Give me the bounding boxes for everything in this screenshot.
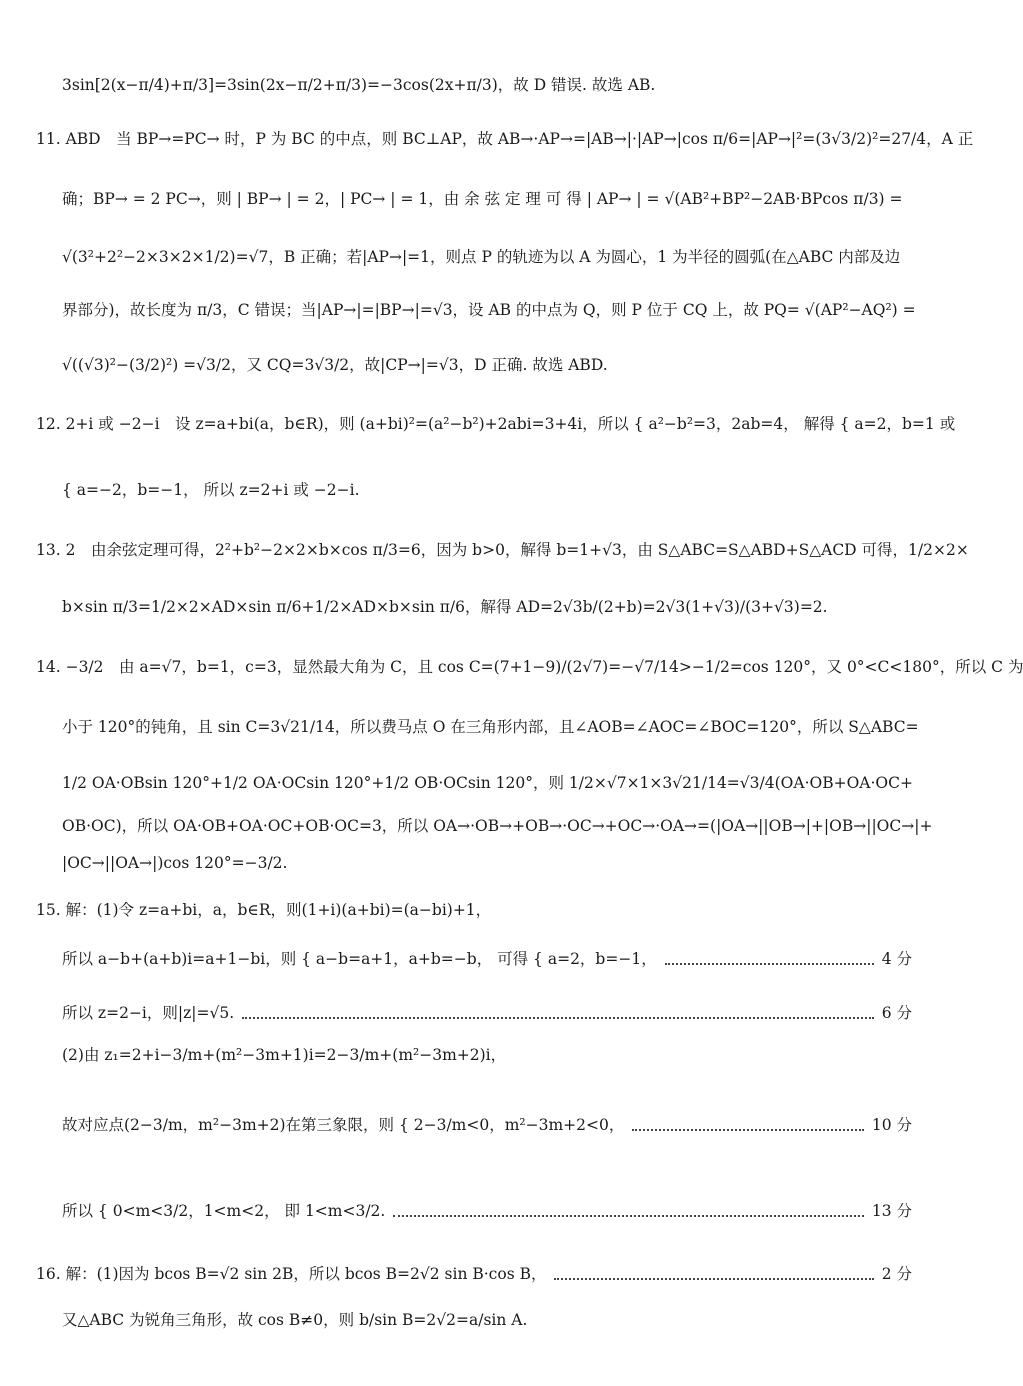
- leader-dots: [393, 1214, 863, 1217]
- leader-dots: [632, 1128, 863, 1131]
- score-points: 10 分: [871, 1116, 912, 1134]
- text-line: b×sin π/3=1/2×2×AD×sin π/6+1/2×AD×b×sin π/6，解得 AD=2√3b/(2+b)=2√3(1+√3)/(3+√3)=2.: [62, 598, 828, 616]
- text-line: |OC→||OA→|)cos 120°=−3/2.: [62, 854, 288, 872]
- scored-line: [62, 1200, 912, 1222]
- leader-dots: [554, 1277, 873, 1280]
- score-points: 2 分: [881, 1265, 912, 1283]
- scored-text: 所以 z=2−i，则|z|=√5.: [62, 1004, 235, 1022]
- scored-line: [62, 948, 912, 970]
- text-line: 13. 2 由余弦定理可得，2²+b²−2×2×b×cos π/3=6，因为 b>0，解得 b=1+√3，由 S△ABC=S△ABD+S△ACD 可得，1/2×2×: [36, 541, 969, 559]
- scored-text: 所以 a−b+(a+b)i=a+1−bi，则 { a−b=a+1，a+b=−b， 可得 { a=2，b=−1，: [62, 950, 657, 968]
- text-line: 确；BP→ = 2 PC→，则 | BP→ | = 2，| PC→ | = 1，由 余 弦 定 理 可 得 | AP→ | = √(AB²+BP²−2AB·BPcos π/3) =: [62, 190, 903, 208]
- scored-text: 16. 解：(1)因为 bcos B=√2 sin 2B，所以 bcos B=2√2 sin B·cos B，: [36, 1265, 547, 1283]
- text-line: √((√3)²−(3/2)²) =√3/2，又 CQ=3√3/2，故|CP→|=√3，D 正确. 故选 ABD.: [62, 356, 608, 374]
- text-line: 11. ABD 当 BP→=PC→ 时，P 为 BC 的中点，则 BC⊥AP，故 AB→·AP→=|AB→|·|AP→|cos π/6=|AP→|²=(3√3/2)²=27/4，A 正: [36, 130, 974, 148]
- text-line: 界部分)，故长度为 π/3，C 错误；当|AP→|=|BP→|=√3，设 AB 的中点为 Q，则 P 位于 CQ 上，故 PQ= √(AP²−AQ²) =: [62, 301, 916, 319]
- scored-line: [62, 1002, 912, 1024]
- text-line: 14. −3/2 由 a=√7，b=1，c=3，显然最大角为 C，且 cos C=(7+1−9)/(2√7)=−√7/14>−1/2=cos 120°，又 0°<C<180°，所以 C 为: [36, 658, 1023, 676]
- text-line: 1/2 OA·OBsin 120°+1/2 OA·OCsin 120°+1/2 OB·OCsin 120°，则 1/2×√7×1×3√21/14=√3/4(OA·OB+OA·OC+: [62, 774, 913, 792]
- text-line: (2)由 z₁=2+i−3/m+(m²−3m+1)i=2−3/m+(m²−3m+2)i，: [62, 1046, 507, 1064]
- scored-line: [62, 1114, 912, 1136]
- text-line: 又△ABC 为锐角三角形，故 cos B≠0，则 b/sin B=2√2=a/sin A.: [62, 1311, 528, 1329]
- scored-text: 故对应点(2−3/m，m²−3m+2)在第三象限，则 { 2−3/m<0，m²−3m+2<0，: [62, 1116, 625, 1134]
- text-line: 12. 2+i 或 −2−i 设 z=a+bi(a，b∈R)，则 (a+bi)²=(a²−b²)+2abi=3+4i，所以 { a²−b²=3，2ab=4， 解得 { a=2，b=1 或: [36, 415, 956, 433]
- text-line: 3sin[2(x−π/4)+π/3]=3sin(2x−π/2+π/3)=−3cos(2x+π/3)，故 D 错误. 故选 AB.: [62, 76, 656, 94]
- text-line: √(3²+2²−2×3×2×1/2)=√7，B 正确；若|AP→|=1，则点 P 的轨迹为以 A 为圆心，1 为半径的圆弧(在△ABC 内部及边: [62, 248, 901, 266]
- leader-dots: [242, 1016, 874, 1019]
- leader-dots: [665, 962, 874, 965]
- text-line: OB·OC)，所以 OA·OB+OA·OC+OB·OC=3，所以 OA→·OB→+OB→·OC→+OC→·OA→=(|OA→||OB→|+|OB→||OC→|+: [62, 817, 933, 835]
- score-points: 13 分: [871, 1202, 912, 1220]
- score-points: 4 分: [881, 950, 912, 968]
- scored-line: [36, 1263, 912, 1285]
- text-line: { a=−2，b=−1， 所以 z=2+i 或 −2−i.: [62, 481, 360, 499]
- text-line: 15. 解：(1)令 z=a+bi，a，b∈R，则(1+i)(a+bi)=(a−bi)+1，: [36, 901, 492, 919]
- text-line: 小于 120°的钝角，且 sin C=3√21/14，所以费马点 O 在三角形内部，且∠AOB=∠AOC=∠BOC=120°，所以 S△ABC=: [62, 718, 919, 736]
- score-points: 6 分: [881, 1004, 912, 1022]
- scored-text: 所以 { 0<m<3/2，1<m<2， 即 1<m<3/2.: [62, 1202, 386, 1220]
